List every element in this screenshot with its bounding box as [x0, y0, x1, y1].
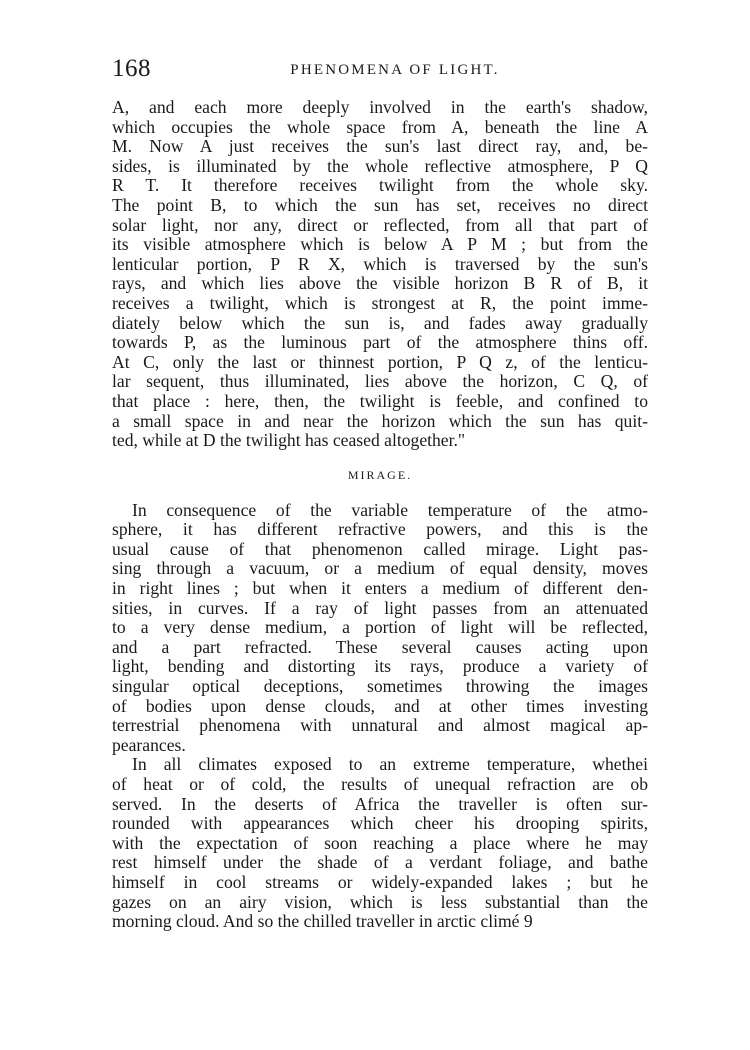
text-line: sphere, it has different refractive powers, and this is the — [112, 519, 648, 540]
text-line: sides, is illuminated by the whole reflective atmosphere, P Q — [112, 155, 648, 176]
text-line: served. In the deserts of Africa the traveller is often sur- — [112, 793, 648, 814]
page-number: 168 — [112, 55, 151, 82]
text-line: ted, while at D the twilight has ceased altogether." — [112, 430, 466, 451]
text-line: its visible atmosphere which is below A P M ; but from the — [112, 234, 648, 255]
paragraph-twilight — [112, 98, 648, 451]
text-line: At C, only the last or thinnest portion, P Q z, of the lenticu- — [112, 351, 648, 372]
text-line: sities, in curves. If a ray of light passes from an attenuated — [112, 597, 648, 618]
text-line: solar light, nor any, direct or reflected, from all that part of — [112, 214, 648, 235]
text-line: light, bending and distorting its rays, produce a variety of — [112, 656, 648, 677]
book-page — [112, 52, 648, 932]
page-header — [112, 52, 648, 86]
text-line: of bodies upon dense clouds, and at other times investing — [112, 695, 648, 716]
text-line: pearances. — [112, 734, 186, 755]
text-line: In all climates exposed to an extreme temperature, whethei — [132, 754, 648, 775]
text-line: in right lines ; but when it enters a medium of different den- — [112, 578, 648, 599]
section-heading: MIRAGE. — [347, 467, 413, 482]
text-line: to a very dense medium, a portion of light will be reflected, — [112, 617, 648, 638]
text-line: lenticular portion, P R X, which is traversed by the sun's — [112, 253, 648, 274]
text-line: sing through a vacuum, or a medium of equal density, moves — [112, 558, 648, 579]
text-line: In consequence of the variable temperature of the atmo- — [132, 499, 648, 520]
text-line: M. Now A just receives the sun's last direct ray, and, be- — [112, 136, 648, 157]
text-line: usual cause of that phenomenon called mirage. Light pas- — [112, 538, 648, 559]
text-line: The point B, to which the sun has set, receives no direct — [112, 194, 648, 215]
text-line: terrestrial phenomena with unnatural and almost magical ap- — [112, 715, 648, 736]
text-line: a small space in and near the horizon which the sun has quit- — [112, 410, 648, 431]
text-line: singular optical deceptions, sometimes throwing the images — [112, 676, 648, 697]
text-line: himself in cool streams or widely-expanded lakes ; but he — [112, 871, 648, 892]
text-line: of heat or of cold, the results of unequal refraction are ob — [112, 774, 648, 794]
paragraph-mirage-intro — [112, 501, 648, 756]
text-line: which occupies the whole space from A, beneath the line A — [112, 116, 648, 137]
text-line: R T. It therefore receives twilight from the whole sky. — [112, 175, 648, 196]
running-title: PHENOMENA OF LIGHT. — [290, 62, 500, 78]
text-line: diately below which the sun is, and fades away gradually — [112, 312, 648, 333]
text-line: morning cloud. And so the chilled traveller in arctic climé 9 — [112, 911, 533, 932]
text-line: rays, and which lies above the visible horizon B R of B, it — [112, 273, 648, 294]
body-text — [112, 98, 648, 932]
text-line: receives a twilight, which is strongest at R, the point imme- — [112, 292, 648, 313]
text-line: towards P, as the luminous part of the atmosphere thins off. — [112, 332, 648, 353]
text-line: and a part refracted. These several causes acting upon — [112, 636, 648, 657]
text-line: that place : here, then, the twilight is feeble, and confined to — [112, 390, 648, 411]
text-line: A, and each more deeply involved in the earth's shadow, — [112, 97, 648, 117]
text-line: rounded with appearances which cheer his drooping spirits, — [112, 813, 648, 834]
text-line: gazes on an airy vision, which is less substantial than the — [112, 891, 648, 912]
text-line: lar sequent, thus illuminated, lies above the horizon, C Q, of — [112, 371, 648, 392]
text-line: with the expectation of soon reaching a place where he may — [112, 832, 648, 853]
text-line: rest himself under the shade of a verdant foliage, and bathe — [112, 852, 648, 873]
paragraph-mirage-climates — [112, 755, 648, 931]
